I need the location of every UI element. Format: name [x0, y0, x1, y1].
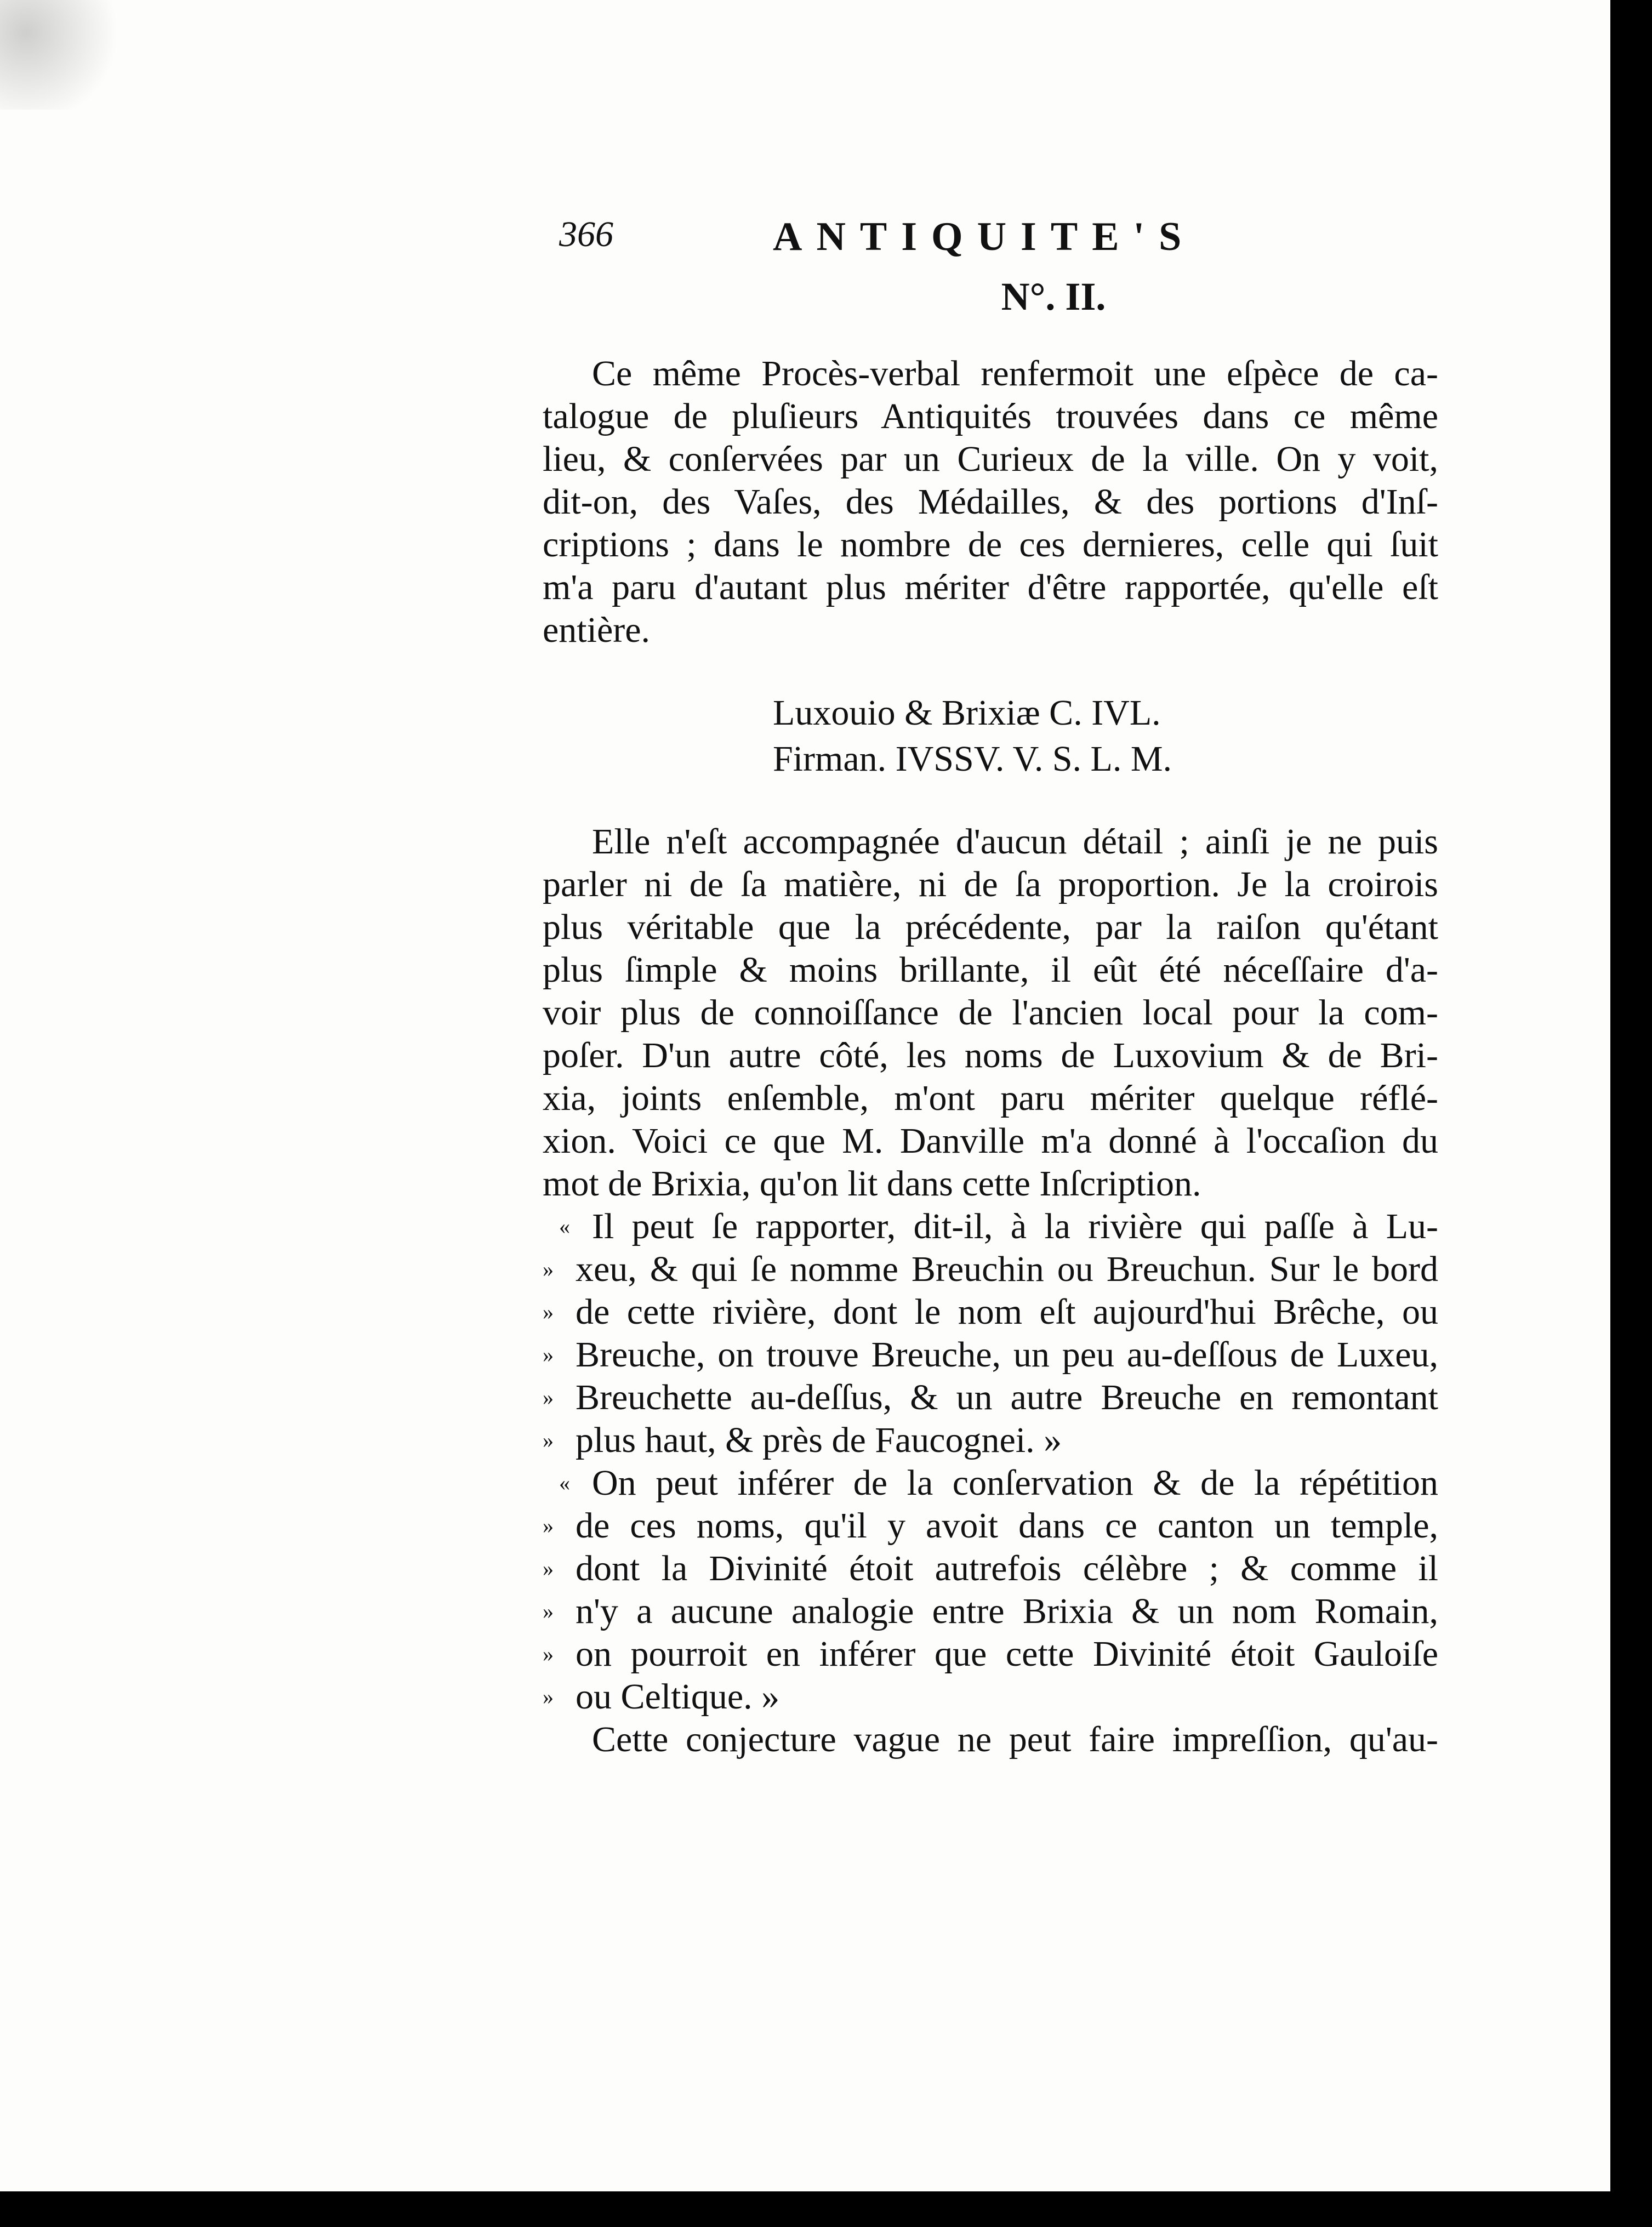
text-line: Elle n'eſt accompagnée d'aucun détail ; ainſi je ne puis	[592, 822, 1438, 862]
catchword-line: Cette conjecture vague ne peut faire impreſſion, qu'au-	[592, 1719, 1438, 1759]
quote-line	[543, 1676, 1438, 1718]
scan-smudge	[0, 0, 132, 110]
quote-text: Il peut ſe rapporter, dit-il, à la rivière qui paſſe à Lu-	[592, 1206, 1438, 1246]
text-line: xion. Voici ce que M. Danville m'a donné à l'occaſion du	[543, 1121, 1438, 1161]
page-number: 366	[559, 214, 613, 254]
quote-mark: «	[559, 1471, 570, 1495]
quote-line	[543, 1376, 1438, 1419]
quotation-1	[543, 1205, 1438, 1462]
quote-line	[543, 1547, 1438, 1590]
quote-mark: »	[543, 1513, 554, 1538]
paragraph-2	[543, 821, 1438, 1205]
text-line: entière.	[543, 610, 651, 650]
inscription-line: Luxouio & Brixiæ C. IVL.	[773, 693, 1161, 733]
quote-mark: «	[559, 1214, 570, 1239]
text-line: lieu, & conſervées par un Curieux de la ville. On y voit,	[543, 439, 1438, 479]
quote-mark: »	[543, 1642, 554, 1666]
quote-line	[543, 1419, 1438, 1462]
quote-text: de ces noms, qu'il y avoit dans ce canton un temple,	[576, 1506, 1438, 1546]
text-line: voir plus de connoiſſance de l'ancien local pour la com-	[543, 993, 1438, 1033]
quote-mark: »	[543, 1385, 554, 1410]
page-header	[543, 192, 1438, 274]
quote-text: Breuchette au-deſſus, & un autre Breuche en remontant	[576, 1377, 1438, 1417]
quote-mark: »	[543, 1599, 554, 1624]
quote-mark: »	[543, 1300, 554, 1324]
quote-mark: »	[543, 1428, 554, 1453]
quote-text: On peut inférer de la conſervation & de la répétition	[592, 1463, 1438, 1503]
text-line: plus ſimple & moins brillante, il eût été néceſſaire d'a-	[543, 950, 1438, 990]
section-number: N°. II.	[1001, 275, 1106, 318]
quote-mark: »	[543, 1556, 554, 1581]
text-line: xia, joints enſemble, m'ont paru mériter quelque réflé-	[543, 1078, 1438, 1118]
text-line: m'a paru d'autant plus mériter d'être rapportée, qu'elle eſt	[543, 567, 1438, 607]
quote-line	[543, 1505, 1438, 1547]
text-line: talogue de pluſieurs Antiquités trouvées dans ce même	[543, 396, 1438, 436]
paragraph-1	[543, 352, 1438, 652]
quote-text: xeu, & qui ſe nomme Breuchin ou Breuchun. Sur le bord	[576, 1249, 1438, 1289]
quotation-2	[543, 1462, 1438, 1718]
text-line: plus véritable que la précédente, par la raiſon qu'étant	[543, 907, 1438, 947]
page-text-block	[543, 192, 1438, 1761]
text-line: parler ni de ſa matière, ni de ſa proportion. Je la croirois	[543, 864, 1438, 904]
quote-line	[543, 1334, 1438, 1376]
quote-text: on pourroit en inférer que cette Divinité étoit Gauloiſe	[576, 1634, 1438, 1674]
quote-mark: »	[543, 1257, 554, 1281]
quote-text: de cette rivière, dont le nom eſt aujourd'hui Brêche, ou	[576, 1292, 1438, 1332]
quote-line	[543, 1590, 1438, 1633]
text-line: criptions ; dans le nombre de ces dernieres, celle qui ſuit	[543, 525, 1438, 565]
quote-line	[543, 1205, 1438, 1248]
quote-line	[543, 1291, 1438, 1334]
text-line: poſer. D'un autre côté, les noms de Luxovium & de Bri-	[543, 1035, 1438, 1075]
inscription	[543, 690, 1438, 782]
quote-mark: »	[543, 1342, 554, 1367]
quote-line	[543, 1248, 1438, 1291]
quote-text: dont la Divinité étoit autrefois célèbre ; & comme il	[576, 1548, 1438, 1588]
text-line: dit-on, des Vaſes, des Médailles, & des portions d'Inſ-	[543, 482, 1438, 522]
quote-mark: »	[543, 1684, 554, 1709]
quote-text: plus haut, & près de Faucognei. »	[576, 1420, 1062, 1460]
quote-line	[543, 1462, 1438, 1505]
text-line: mot de Brixia, qu'on lit dans cette Inſcription.	[543, 1164, 1201, 1204]
quote-text: n'y a aucune analogie entre Brixia & un nom Romain,	[576, 1591, 1438, 1631]
running-title: ANTIQUITE'S	[773, 214, 1196, 259]
quote-text: ou Celtique. »	[576, 1677, 780, 1717]
quote-line	[543, 1633, 1438, 1676]
text-line: Ce même Procès-verbal renfermoit une eſpèce de ca-	[592, 354, 1438, 394]
inscription-line: Firman. IVSSV. V. S. L. M.	[773, 739, 1172, 779]
quote-text: Breuche, on trouve Breuche, un peu au-deſſous de Luxeu,	[576, 1335, 1438, 1375]
